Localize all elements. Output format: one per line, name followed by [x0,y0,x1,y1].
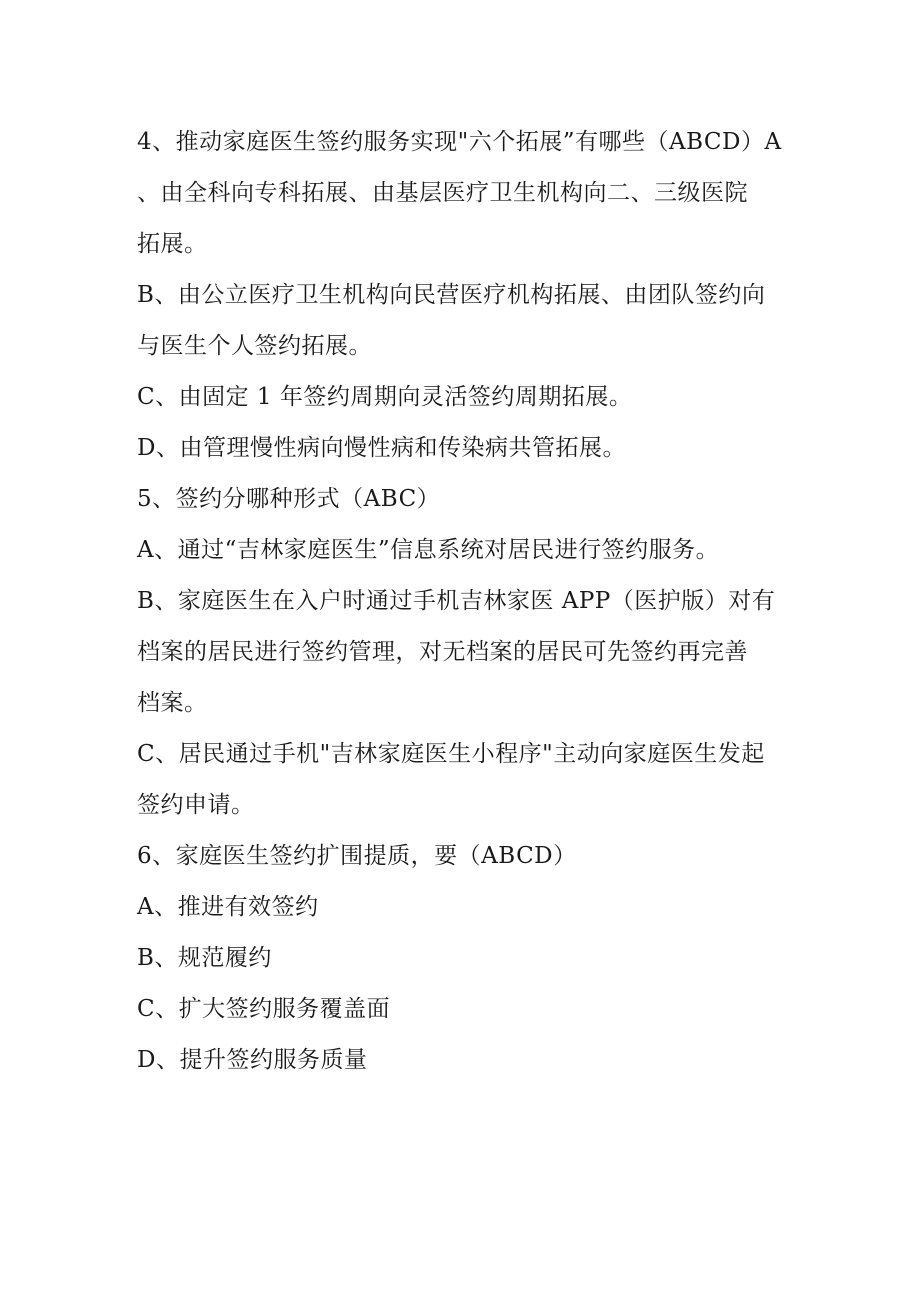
q4-question-line-1: 4、推动家庭医生签约服务实现"六个拓展”有哪些（ABCD）A [137,129,782,155]
q5-option-c-line-1: C、居民通过手机"吉林家庭医生小程序"主动向家庭医生发起 [137,741,765,767]
q4-option-c: C、由固定 1 年签约周期向灵活签约周期拓展。 [137,384,633,410]
q4-option-b-line-2: 与医生个人签约拓展。 [137,333,372,359]
q5-option-b-line-3: 档案。 [137,690,208,716]
document-body [137,117,787,1086]
q6-option-b: B、规范履约 [137,945,272,971]
q5-option-a: A、通过“吉林家庭医生”信息系统对居民进行签约服务。 [137,537,720,563]
q5-question: 5、签约分哪种形式（ABC） [137,486,441,512]
q6-option-c: C、扩大签约服务覆盖面 [137,996,391,1022]
q5-option-b-line-1: B、家庭医生在入户时通过手机吉林家医 APP（医护版）对有 [137,588,776,614]
q6-option-d: D、提升签约服务质量 [137,1047,368,1073]
q5-option-b-line-2: 档案的居民进行签约管理，对无档案的居民可先签约再完善 [137,639,748,665]
q6-option-a: A、推进有效签约 [137,894,319,920]
q6-question: 6、家庭医生签约扩围提质，要（ABCD） [137,843,577,869]
q5-option-c-line-2: 签约申请。 [137,792,255,818]
q4-option-a-line-1: 、由全科向专科拓展、由基层医疗卫生机构向二、三级医院 [137,180,748,206]
q4-option-a-line-2: 拓展。 [137,231,208,257]
q4-option-d: D、由管理慢性病向慢性病和传染病共管拓展。 [137,435,626,461]
q4-option-b-line-1: B、由公立医疗卫生机构向民营医疗机构拓展、由团队签约向 [137,282,766,308]
